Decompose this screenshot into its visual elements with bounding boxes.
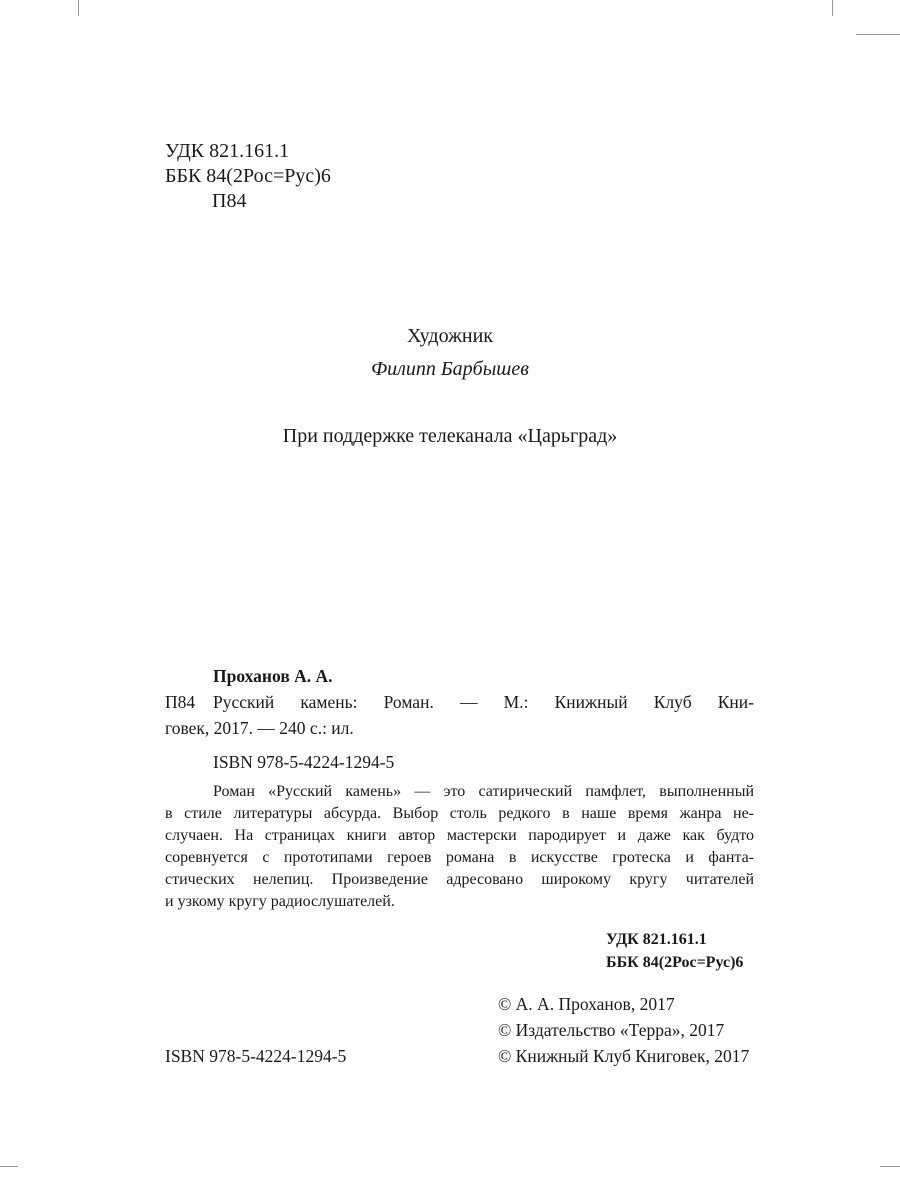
bottom-bbk-code: ББК 84(2Рос=Рус)6 (606, 954, 744, 971)
bbk-code: ББК 84(2Рос=Рус)6 (165, 165, 331, 187)
footer-isbn: ISBN 978-5-4224-1294-5 (165, 1046, 347, 1066)
udk-code: УДК 821.161.1 (165, 140, 290, 162)
catalog-mark: П84 (165, 692, 196, 712)
artist-label: Художник (406, 325, 494, 347)
copyright-book-club: © Книжный Клуб Книговек, 2017 (498, 1046, 750, 1066)
copyright-publisher: © Издательство «Терра», 2017 (498, 1020, 725, 1040)
annotation-line: соревнуется с прототипами героев романа в искусстве гротеска и фанта- (165, 849, 754, 866)
author-mark: П84 (212, 190, 247, 212)
artist-name: Филипп Барбышев (371, 358, 529, 380)
crop-mark-bottom-right (880, 1166, 900, 1167)
bottom-udk-code: УДК 821.161.1 (606, 931, 707, 948)
annotation-line: в стиле литературы абсурда. Выбор столь редкого в наше время жанра не- (165, 805, 754, 822)
crop-mark-bottom-left (0, 1166, 18, 1167)
annotation-line: Роман «Русский камень» — это сатирический памфлет, выполненный (213, 783, 754, 800)
catalog-isbn: ISBN 978-5-4224-1294-5 (213, 752, 395, 772)
catalog-author: Проханов А. А. (213, 666, 333, 686)
annotation-line: стических нелепиц. Произведение адресовано широкому кругу читателей (165, 871, 754, 888)
crop-mark-top-right-vertical (832, 0, 833, 16)
annotation-line: и узкому кругу радиослушателей. (165, 893, 395, 910)
crop-mark-top-right-horizontal (856, 34, 900, 35)
bibliographic-line-2: говек, 2017. — 240 с.: ил. (165, 718, 354, 738)
copyright-author: © А. А. Проханов, 2017 (498, 994, 675, 1014)
annotation-line: случаен. На страницах книги автор мастерски пародирует и даже как будто (165, 827, 754, 844)
support-line: При поддержке телеканала «Царьград» (282, 425, 618, 447)
crop-mark-top-left (78, 0, 79, 16)
bibliographic-line-1: Русский камень: Роман. — М.: Книжный Клуб Кни- (213, 692, 754, 712)
